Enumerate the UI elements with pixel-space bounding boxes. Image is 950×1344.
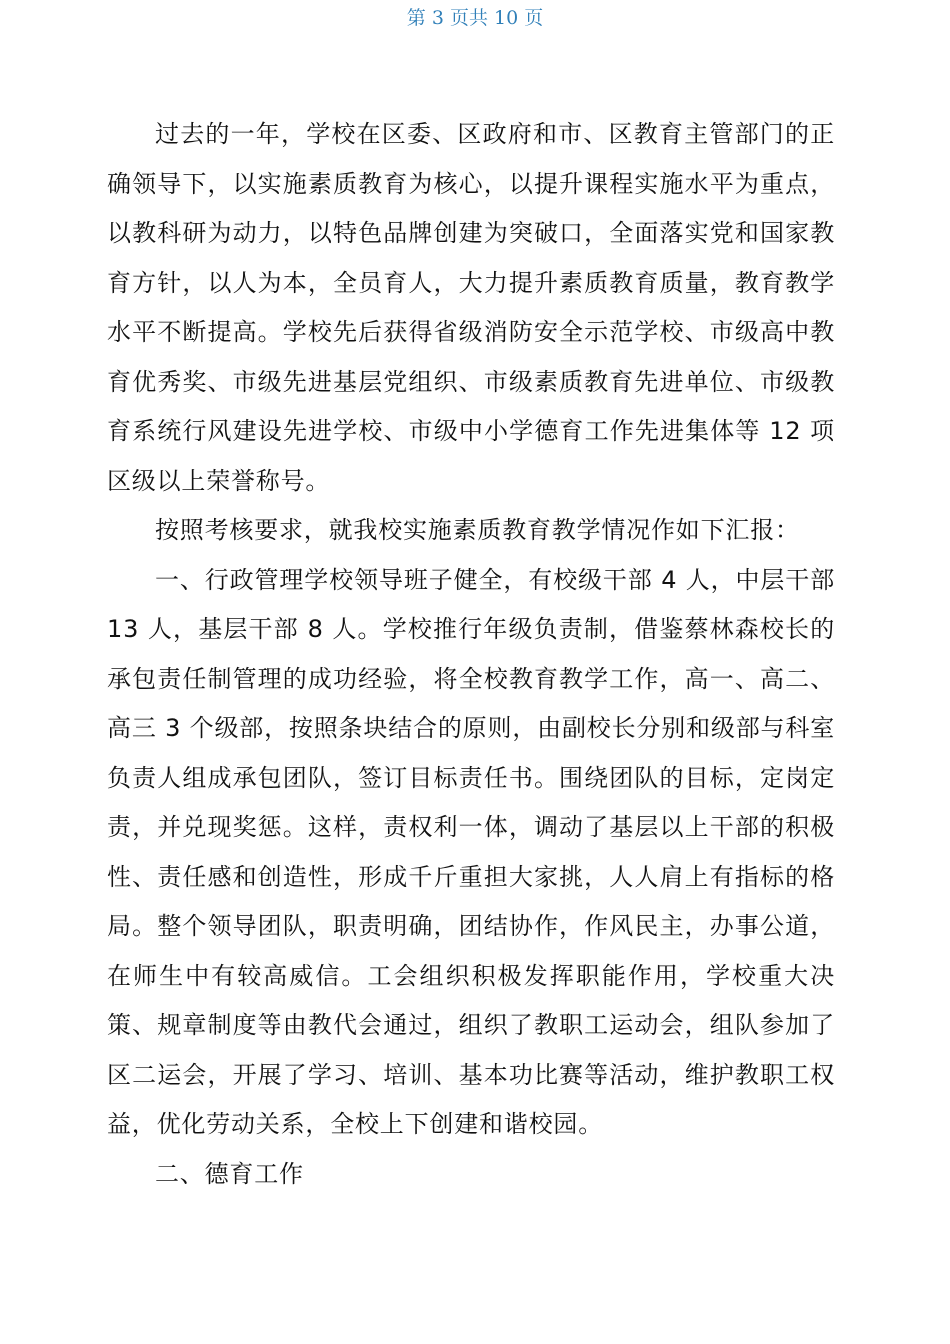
paragraph-administration: 一、行政管理学校领导班子健全，有校级干部 4 人，中层干部 13 人，基层干部 8 人。学校推行年级负责制，借鉴蔡林森校长的承包责任制管理的成功经验，将全校教育教学工作，高一、高二、高三 3 个级部，按照条块结合的原则，由副校长分别和级部与科室负责人组成承包团队，签订目标责任书。围绕团队的目标，定岗定责，并兑现奖惩。这样，责权利一体，调动了基层以上干部的积极性、责任感和创造性，形成千斤重担大家挑，人人肩上有指标的格局。整个领导团队，职责明确，团结协作，作风民主，办事公道，在师生中有较高威信。工会组织积极发挥职能作用，学校重大决策、规章制度等由教代会通过，组织了教职工运动会，组队参加了区二运会，开展了学习、培训、基本功比赛等活动，维护教职工权益，优化劳动关系，全校上下创建和谐校园。 <box>107 565 835 1138</box>
section-heading-moral-education: 二、德育工作 <box>155 1159 304 1188</box>
paragraph-intro: 过去的一年，学校在区委、区政府和市、区教育主管部门的正确领导下，以实施素质教育为核心，以提升课程实施水平为重点，以教科研为动力，以特色品牌创建为突破口，全面落实党和国家教育方针，以人为本，全员育人，大力提升素质教育质量，教育教学水平不断提高。学校先后获得省级消防安全示范学校、市级高中教育优秀奖、市级先进基层党组织、市级素质教育先进单位、市级教育系统行风建设先进学校、市级中小学德育工作先进集体等 12 项区级以上荣誉称号。 <box>107 120 835 495</box>
paragraph-report-lead: 按照考核要求，就我校实施素质教育教学情况作如下汇报： <box>155 516 800 544</box>
page-number-header: 第 3 页共 10 页 <box>406 7 544 29</box>
document-body <box>107 110 835 1199</box>
